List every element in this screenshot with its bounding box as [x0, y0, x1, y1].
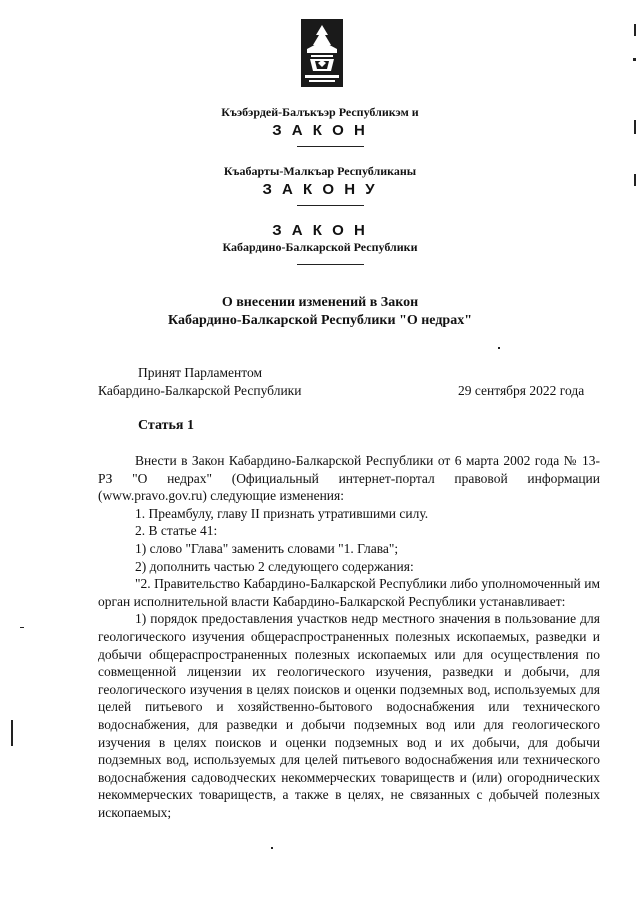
coat-of-arms-emblem [301, 19, 343, 87]
paragraph-subitem-2: 2) дополнить частью 2 следующего содержания: [135, 558, 414, 574]
article-body [98, 452, 600, 821]
paragraph-item-2: 2. В статье 41: [135, 523, 218, 539]
paragraph-subitem-1: 1) слово "Глава" заменить словами "1. Глава"; [135, 540, 399, 556]
scan-mark [634, 174, 636, 186]
adoption-line-1: Принят Парламентом [138, 365, 262, 380]
karachay-law-title: З А К О Н У [262, 181, 378, 198]
scan-mark [634, 120, 636, 134]
adoption-line-2: Кабардино-Балкарской Республики [98, 383, 302, 398]
scan-mark [11, 720, 13, 746]
kbr-republic-line: Къэбэрдей-Балъкъэр Республикэм и [221, 105, 419, 119]
article-heading: Статья 1 [138, 418, 194, 433]
divider-1 [297, 146, 364, 147]
paragraph-item-1: 1. Преамбулу, главу II признать утратившими силу. [135, 505, 429, 521]
law-title-line-2: Кабардино-Балкарской Республики "О недрах" [168, 313, 472, 328]
paragraph-quote-start: "2. Правительство Кабардино-Балкарской Республики либо уполномоченный им орган исполнительной власти Кабардино-Балкарской Республики устанавливает: [98, 576, 600, 609]
paragraph-procedure: 1) порядок предоставления участков недр местного значения в пользование для геологического изучения общераспространенных полезных ископаемых, разведки и добычи общераспространенных полезных ископаемых или для осуществления по совмещенной лицензии их геологического изучения, разведки и добычи, для геологического изучения в целях поисков и оценки подземных вод, используемых для целей питьевого и хозяйственно-бытового водоснабжения или технического водоснабжения, для разведки и добычи подземных вод или для геологического изучения в целях поисков и оценки подземных вод и их добычи, для добычи подземных вод, используемых для целей питьевого водоснабжения или технического водоснабжения садоводческих некоммерческих товариществ и (или) огороднических некоммерческих товариществ, а также в целях, не связанных с добычей полезных ископаемых; [98, 611, 600, 820]
kbr-law-title: З А К О Н [272, 122, 368, 139]
ru-law-title: З А К О Н [272, 222, 368, 239]
scan-mark [498, 347, 500, 349]
karachay-republic-line: Къабарты-Малкъар Республиканы [223, 164, 417, 178]
scan-mark [20, 627, 24, 628]
divider-2 [297, 205, 364, 206]
ru-republic-line: Кабардино-Балкарской Республики [222, 240, 418, 254]
scan-mark [633, 58, 636, 61]
divider-3 [297, 264, 364, 265]
adoption-date: 29 сентября 2022 года [458, 383, 585, 398]
law-title-line-1: О внесении изменений в Закон [221, 295, 419, 310]
scan-mark [271, 847, 273, 849]
scan-mark [634, 24, 636, 36]
paragraph-intro: Внести в Закон Кабардино-Балкарской Республики от 6 марта 2002 года № 13-РЗ "О недрах" (Официальный интернет-портал правовой информации (www.pravo.gov.ru) следующие изменения: [98, 453, 600, 504]
